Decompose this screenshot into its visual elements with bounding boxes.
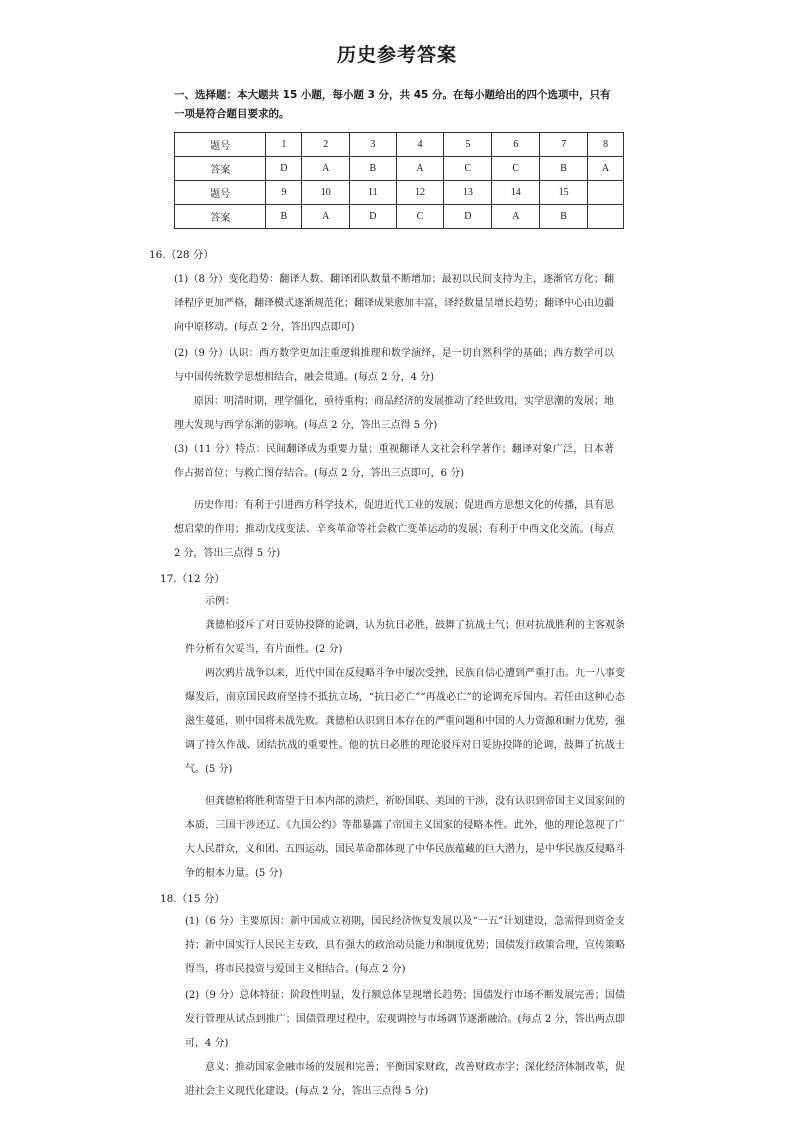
table-cell: 13 <box>444 181 492 205</box>
table-cell: 5 <box>444 133 492 157</box>
row-label-question: 题号 <box>175 133 266 157</box>
table-cell: C <box>396 205 444 229</box>
answer-table <box>174 132 624 229</box>
table-cell: D <box>266 157 302 181</box>
q16-part1: (1)（8 分）变化趋势：翻译人数、翻译团队数量不断增加；最初以民间支持为主，逐渐官方化；翻译程序更加严格，翻译模式逐渐规范化；翻译成果愈加丰富，译经数量呈增长趋势；翻译中心由边疆向中原移动。(每点 2 分，答出四点即可) <box>174 274 614 333</box>
section1-instruction-line2: 一项是符合题目要求的。 <box>174 108 290 120</box>
q17-heading: 17.（12 分） <box>160 573 225 585</box>
table-cell: 8 <box>588 133 624 157</box>
table-cell: 12 <box>396 181 444 205</box>
q17-para3: 但龚德柏将胜利寄望于日本内部的溃烂，祈盼国联、美国的干涉，没有认识到帝国主义国家间的本质，三国干涉还辽、《九国公约》等都暴露了帝国主义国家的侵略本性。此外，他的理论忽视了广大人民群众，义和团、五四运动、国民革命都体现了中华民族蕴藏的巨大潜力，是中华民族反侵略斗争的根本力量。(5 分) <box>185 796 625 879</box>
q16-part2-reason: 原因：明清时期，理学僵化，亟待重构；商品经济的发展推动了经世致用，实学思潮的发展；地理大发现与西学东渐的影响。(每点 2 分，答出三点得 5 分) <box>174 396 614 431</box>
table-cell: 7 <box>540 133 588 157</box>
table-cell: 6 <box>492 133 540 157</box>
table-cell: 3 <box>350 133 396 157</box>
q18-part1: (1)（6 分）主要原因：新中国成立初期，国民经济恢复发展以及“一五”计划建设，急需得到资金支持；新中国实行人民民主专政，具有强大的政治动员能力和制度优势；国债发行政策合理，宣传策略得当，将市民投资与爱国主义相结合。(每点 2 分) <box>185 916 625 975</box>
table-cell: C <box>444 157 492 181</box>
table-cell: 10 <box>302 181 350 205</box>
table-cell: B <box>540 157 588 181</box>
table-cell <box>588 181 624 205</box>
table-cell: A <box>302 205 350 229</box>
q16-heading: 16.（28 分） <box>149 249 214 261</box>
row-label-question: 题号 <box>175 181 266 205</box>
table-cell: A <box>588 157 624 181</box>
q16-part2: (2)（9 分）认识：西方数学更加注重逻辑推理和数学演绎，是一切自然科学的基础；西方数学可以与中国传统数学思想相结合，融会贯通。(每点 2 分，4 分) <box>174 348 614 383</box>
row-label-answer: 答案 <box>175 205 266 229</box>
table-cell: B <box>266 205 302 229</box>
q17-example-label: 示例： <box>205 596 235 607</box>
table-cell: D <box>350 205 396 229</box>
table-cell <box>588 205 624 229</box>
q18-part2: (2)（9 分）总体特征：阶段性明显，发行额总体呈现增长趋势；国债发行市场不断发展完善；国债发行管理从试点到推广；国债管理过程中，宏观调控与市场调节逐渐融洽。(每点 2 分，答出两点即可，4 分) <box>185 990 625 1049</box>
table-cell: 11 <box>350 181 396 205</box>
q17-para1: 龚德柏驳斥了对日妥协投降的论调，认为抗日必胜，鼓舞了抗战士气；但对抗战胜利的主客观条件分析有欠妥当，有片面性。(2 分) <box>185 620 625 655</box>
table-cell: 15 <box>540 181 588 205</box>
table-row <box>175 205 624 229</box>
table-cell: B <box>540 205 588 229</box>
section1-instruction-line1: 一、选择题：本大题共 15 小题，每小题 3 分，共 45 分。在每小题给出的四个选项中，只有 <box>174 89 611 101</box>
table-cell: B <box>350 157 396 181</box>
q16-part3: (3)（11 分）特点：民间翻译成为重要力量；重视翻译人文社会科学著作；翻译对象广泛，日本著作占据首位；与救亡图存结合。(每点 2 分，答出三点即可，6 分) <box>174 444 614 479</box>
q17-para2: 两次鸦片战争以来，近代中国在反侵略斗争中屡次受挫，民族自信心遭到严重打击。九一八事变爆发后，南京国民政府坚持不抵抗立场，“抗日必亡”“再战必亡”的论调充斥国内。若任由这种心态滋生蔓延，则中国将未战先败。龚德柏认识到日本存在的严重问题和中国的人力资源和耐力优势，强调了持久作战、团结抗战的重要性。他的抗日必胜的理论驳斥对日妥协投降的论调，鼓舞了抗战士气。(5 分) <box>185 668 625 775</box>
table-cell: 9 <box>266 181 302 205</box>
row-label-answer: 答案 <box>175 157 266 181</box>
table-cell: D <box>444 205 492 229</box>
table-cell: A <box>302 157 350 181</box>
table-cell: 4 <box>396 133 444 157</box>
table-cell: 2 <box>302 133 350 157</box>
page-title: 历史参考答案 <box>336 44 457 66</box>
table-cell: 14 <box>492 181 540 205</box>
q18-part2-significance: 意义：推动国家金融市场的发展和完善；平衡国家财政，改善财政赤字；深化经济体制改革，促进社会主义现代化建设。(每点 2 分，答出三点得 5 分) <box>185 1062 625 1097</box>
q16-part3-effect: 历史作用：有利于引进西方科学技术，促进近代工业的发展；促进西方思想文化的传播，具有思想启蒙的作用；推动戊戌变法、辛亥革命等社会救亡变革运动的发展；有利于中西文化交流。(每点 2 分，答出三点得 5 分) <box>174 500 614 559</box>
table-row <box>175 133 624 157</box>
table-row <box>175 181 624 205</box>
table-row <box>175 157 624 181</box>
table-cell: 1 <box>266 133 302 157</box>
table-cell: C <box>492 157 540 181</box>
table-cell: A <box>492 205 540 229</box>
q18-heading: 18.（15 分） <box>160 893 225 905</box>
table-cell: A <box>396 157 444 181</box>
